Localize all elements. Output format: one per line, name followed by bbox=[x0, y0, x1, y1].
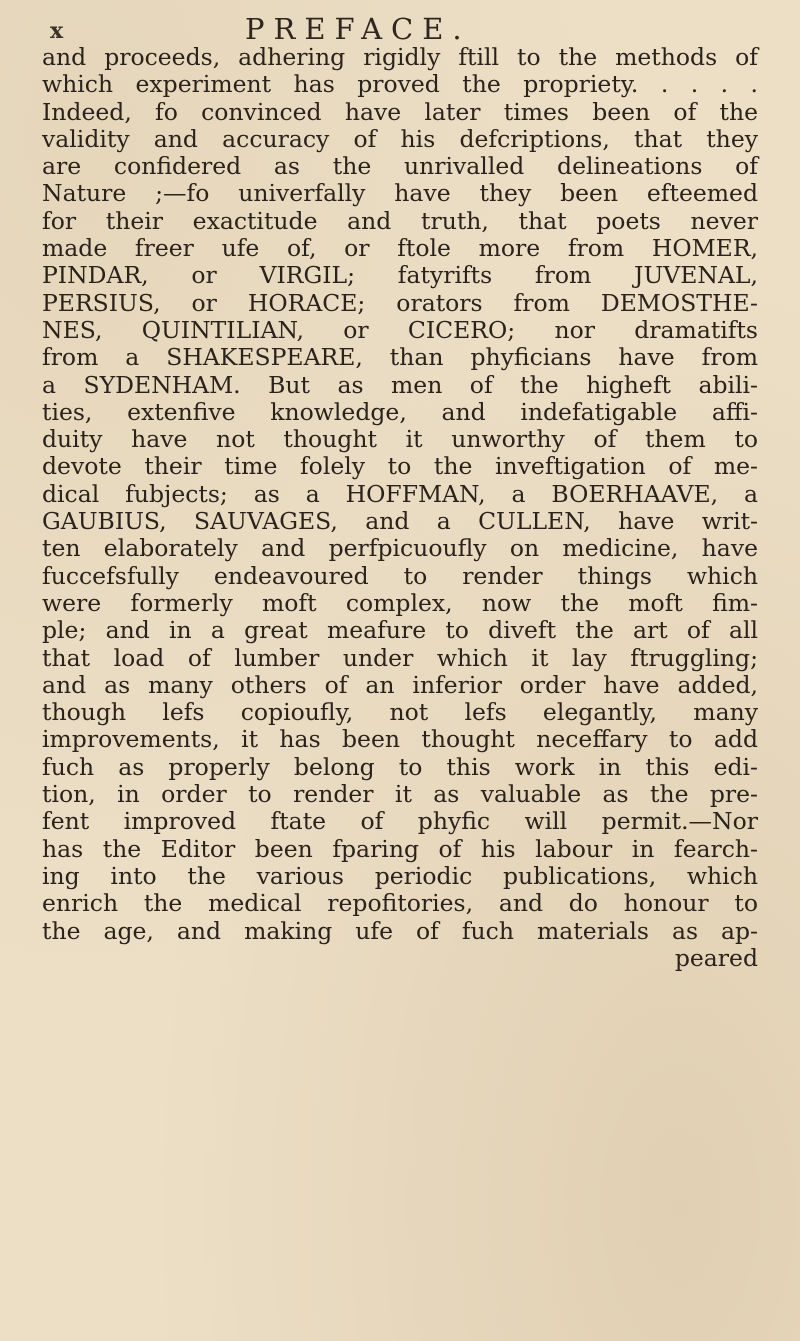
text-line: are confidered as the unrivalled delineations of bbox=[42, 152, 758, 181]
text-line: duity have not thought it unworthy of them to bbox=[42, 425, 758, 454]
text-line: and as many others of an inferior order have added, bbox=[42, 670, 758, 699]
text-line: fent improved ftate of phyfic will permit.—Nor bbox=[42, 807, 758, 836]
body-text bbox=[42, 44, 758, 972]
text-line: fuccefsfully endeavoured to render things which bbox=[42, 561, 758, 590]
text-line: ten elaborately and perfpicuoufly on medicine, have bbox=[42, 534, 758, 563]
text-line: devote their time folely to the inveftigation of me- bbox=[42, 452, 758, 481]
text-line: though lefs copioufly, not lefs elegantly, many bbox=[42, 698, 758, 727]
text-line: fuch as properly belong to this work in this edi- bbox=[42, 752, 758, 781]
text-line: a SYDENHAM. But as men of the higheft abili- bbox=[42, 370, 758, 399]
text-line: ties, extenfive knowledge, and indefatigable affi- bbox=[42, 397, 758, 426]
text-line: which experiment has proved the propriety. . . . . bbox=[42, 70, 758, 99]
page-header bbox=[40, 12, 760, 46]
text-line: enrich the medical repofitories, and do honour to bbox=[42, 889, 758, 918]
text-line: made freer ufe of, or ftole more from HOMER, bbox=[42, 234, 758, 263]
catchword: peared bbox=[674, 943, 758, 972]
text-line: PINDAR, or VIRGIL; fatyrifts from JUVENAL, bbox=[42, 261, 758, 290]
running-head: PREFACE. bbox=[245, 12, 471, 46]
text-line: Indeed, fo convinced have later times been of the bbox=[42, 97, 758, 126]
text-line: dical fubjects; as a HOFFMAN, a BOERHAAVE, a bbox=[42, 479, 758, 508]
text-line: for their exactitude and truth, that poets never bbox=[42, 206, 758, 235]
text-line: NES, QUINTILIAN, or CICERO; nor dramatifts bbox=[42, 315, 758, 344]
signature-mark: x bbox=[50, 18, 64, 44]
text-line: that load of lumber under which it lay ftruggling; bbox=[42, 643, 758, 672]
text-line: the age, and making ufe of fuch materials as ap- bbox=[42, 916, 758, 945]
text-line: ing into the various periodic publications, which bbox=[42, 861, 758, 890]
text-line: Nature ;—fo univerfally have they been efteemed bbox=[42, 179, 758, 208]
text-line: from a SHAKESPEARE, than phyficians have from bbox=[42, 343, 758, 372]
text-line: ple; and in a great meafure to diveft the art of all bbox=[42, 616, 758, 645]
text-line: has the Editor been fparing of his labour in fearch- bbox=[42, 834, 758, 863]
text-line: and proceeds, adhering rigidly ftill to the methods of bbox=[42, 43, 758, 71]
text-line: improvements, it has been thought neceffary to add bbox=[42, 725, 758, 754]
text-line: tion, in order to render it as valuable as the pre- bbox=[42, 780, 758, 809]
text-line: PERSIUS, or HORACE; orators from DEMOSTHE- bbox=[42, 288, 758, 317]
text-line: GAUBIUS, SAUVAGES, and a CULLEN, have writ- bbox=[42, 507, 758, 536]
text-line: were formerly moft complex, now the moft fim- bbox=[42, 588, 758, 617]
text-line: validity and accuracy of his defcriptions, that they bbox=[42, 124, 758, 153]
